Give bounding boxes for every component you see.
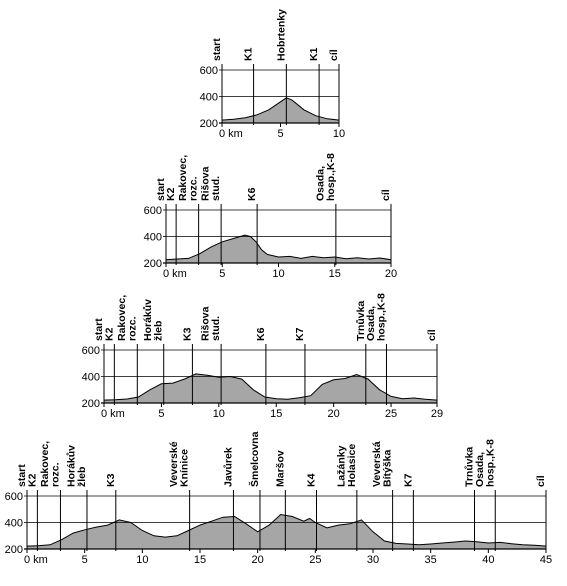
x-tick-label: 30 bbox=[366, 554, 380, 566]
y-tick-label: 200 bbox=[4, 544, 23, 556]
checkpoint-label: cíl bbox=[535, 475, 547, 487]
elevation-area bbox=[104, 374, 437, 403]
y-tick-label: 400 bbox=[199, 91, 218, 104]
x-tick-label: 0 km bbox=[101, 408, 125, 420]
y-tick-label: 400 bbox=[81, 371, 100, 384]
checkpoint-label: start bbox=[93, 318, 105, 341]
checkpoint-label: hosp.,K-8 bbox=[375, 293, 388, 341]
x-tick-label: 0 km bbox=[24, 554, 48, 566]
x-tick-label: 10 bbox=[332, 128, 346, 140]
checkpoint-label: rozc. bbox=[49, 462, 62, 487]
x-tick-label: 15 bbox=[270, 408, 283, 420]
checkpoint-label: žleb bbox=[152, 320, 165, 341]
x-tick-label: 10 bbox=[136, 554, 149, 566]
x-tick-label: 5 bbox=[277, 128, 284, 140]
profile-chart-2 bbox=[144, 153, 397, 280]
y-tick-label: 400 bbox=[4, 517, 23, 530]
checkpoint-label: K2 bbox=[103, 327, 116, 341]
checkpoint-label: žleb bbox=[75, 466, 88, 487]
checkpoint-label: Šmelcovna bbox=[248, 431, 261, 487]
checkpoint-label: Osada, bbox=[473, 451, 486, 487]
checkpoint-label: K3 bbox=[181, 327, 194, 341]
x-tick-label: 10 bbox=[212, 408, 225, 420]
checkpoint-label: Veverské bbox=[168, 441, 181, 487]
y-tick-label: 400 bbox=[143, 231, 162, 244]
checkpoint-label: K1 bbox=[242, 47, 255, 61]
checkpoint-label: rozc. bbox=[126, 316, 139, 341]
checkpoint-label: start bbox=[211, 38, 223, 61]
x-tick-label: 20 bbox=[251, 554, 264, 566]
checkpoint-label: Rakovec, bbox=[177, 154, 190, 201]
checkpoint-label: hosp.,K-8 bbox=[484, 439, 497, 487]
y-tick-label: 600 bbox=[4, 491, 23, 503]
profile-chart-4 bbox=[5, 431, 552, 566]
checkpoint-label: Osada, bbox=[364, 305, 377, 341]
checkpoint-label: stud. bbox=[210, 175, 223, 201]
x-tick-label: 25 bbox=[309, 554, 322, 566]
x-tick-label: 0 km bbox=[163, 268, 187, 280]
checkpoint-label: start bbox=[16, 464, 28, 487]
x-tick-label: 45 bbox=[539, 554, 553, 566]
x-tick-label: 35 bbox=[424, 554, 437, 566]
checkpoint-label: Hobrtenky bbox=[275, 9, 288, 61]
x-tick-label: 20 bbox=[327, 408, 340, 420]
elevation-area bbox=[27, 515, 546, 550]
x-tick-label: 0 km bbox=[219, 128, 243, 140]
y-tick-label: 600 bbox=[199, 65, 218, 77]
checkpoint-label: Horákův bbox=[65, 444, 78, 487]
checkpoint-label: Trnůvka bbox=[354, 300, 367, 341]
checkpoint-label: Osada, bbox=[314, 165, 327, 201]
y-tick-label: 600 bbox=[143, 205, 162, 217]
elevation-area bbox=[166, 235, 391, 263]
checkpoint-label: Rišova bbox=[199, 166, 212, 201]
checkpoint-label: K2 bbox=[165, 187, 178, 201]
checkpoint-label: K1 bbox=[308, 47, 321, 61]
checkpoint-label: Trnůvka bbox=[463, 446, 476, 487]
x-tick-label: 20 bbox=[384, 268, 398, 280]
profile-chart-3 bbox=[82, 293, 443, 420]
checkpoint-label: K3 bbox=[104, 473, 117, 487]
checkpoint-label: K6 bbox=[254, 327, 267, 341]
x-tick-label: 5 bbox=[81, 554, 88, 566]
checkpoint-label: K6 bbox=[246, 187, 259, 201]
checkpoint-label: Lažánky bbox=[335, 445, 348, 487]
checkpoint-label: cíl bbox=[328, 49, 340, 61]
checkpoint-label: Maršov bbox=[274, 450, 287, 487]
checkpoint-label: K4 bbox=[305, 473, 318, 487]
y-tick-label: 200 bbox=[81, 398, 100, 410]
checkpoint-label: cíl bbox=[380, 189, 392, 201]
checkpoint-label: start bbox=[155, 178, 167, 201]
checkpoint-label: stud. bbox=[210, 315, 223, 341]
checkpoint-label: hosp.,K-8 bbox=[324, 153, 337, 201]
y-tick-label: 200 bbox=[199, 118, 218, 130]
x-tick-label: 5 bbox=[158, 408, 165, 420]
checkpoint-label: Rakovec, bbox=[38, 440, 51, 487]
checkpoint-label: Javůrek bbox=[222, 447, 235, 487]
checkpoint-label: Rišova bbox=[199, 306, 212, 341]
elevation-area bbox=[222, 98, 339, 123]
checkpoint-label: Knínice bbox=[178, 449, 191, 487]
x-tick-label: 15 bbox=[328, 268, 341, 280]
checkpoint-label: K7 bbox=[293, 327, 306, 341]
x-tick-label: 5 bbox=[219, 268, 226, 280]
checkpoint-label: Holasice bbox=[345, 443, 358, 487]
checkpoint-label: Bítýška bbox=[381, 449, 394, 487]
x-tick-label: 40 bbox=[482, 554, 495, 566]
checkpoint-label: cíl bbox=[426, 329, 438, 341]
checkpoint-label: Rakovec, bbox=[115, 294, 128, 341]
y-tick-label: 600 bbox=[81, 345, 100, 357]
x-tick-label: 15 bbox=[193, 554, 207, 566]
checkpoint-label: rozc. bbox=[187, 176, 200, 201]
checkpoint-label: Veverská bbox=[371, 441, 384, 487]
y-tick-label: 200 bbox=[143, 258, 162, 270]
profile-chart-1 bbox=[200, 9, 345, 140]
x-tick-label: 25 bbox=[384, 408, 398, 420]
checkpoint-label: Horákův bbox=[142, 298, 155, 341]
checkpoint-label: K7 bbox=[402, 473, 415, 487]
x-tick-label: 29 bbox=[430, 408, 444, 420]
checkpoint-label: K2 bbox=[26, 473, 39, 487]
x-tick-label: 10 bbox=[272, 268, 285, 280]
